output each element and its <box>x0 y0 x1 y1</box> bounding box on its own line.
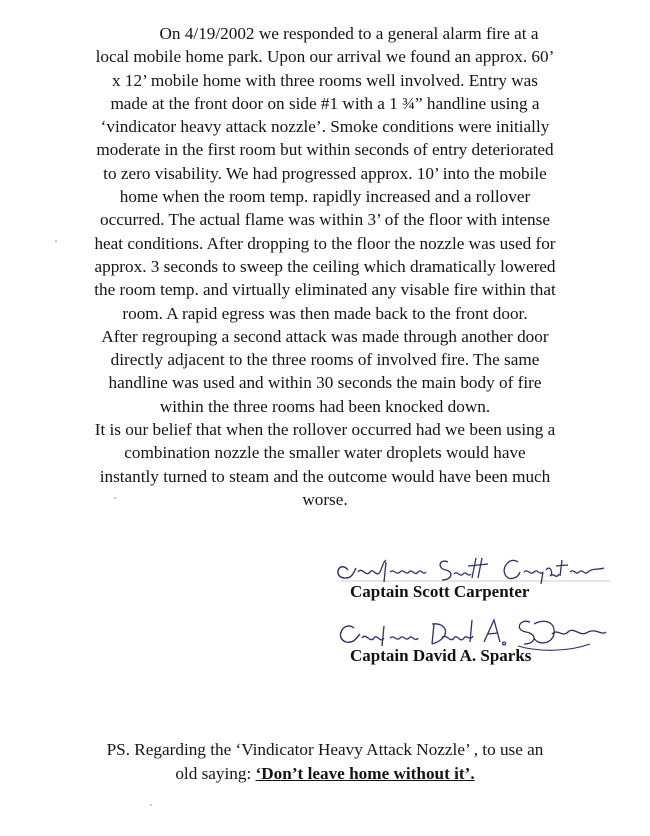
body-line-6: moderate in the first room but within seconds of entry deteriorated <box>96 140 554 160</box>
body-line-4: made at the front door on side #1 with a 1 ¾” handline using a <box>110 93 540 113</box>
postscript-prefix: old saying: <box>175 763 256 783</box>
body-line-15: directly adjacent to the three rooms of involved fire. The same <box>110 350 540 370</box>
body-line-12: the room temp. and virtually eliminated any visable fire within that <box>94 280 556 300</box>
body-line-16: handline was used and within 30 seconds the main body of fire <box>108 373 542 393</box>
body-line-13: room. A rapid egress was then made back to the front door. <box>122 303 528 323</box>
scan-speck <box>150 804 152 806</box>
postscript-motto: ‘Don’t leave home without it’. <box>255 763 475 783</box>
scan-speck <box>55 240 57 242</box>
signer-name-sparks: Captain David A. Sparks <box>350 646 532 665</box>
body-line-17: within the three rooms had been knocked down. <box>159 396 491 416</box>
body-line-18: It is our belief that when the rollover occurred had we been using a <box>94 420 556 440</box>
scan-speck <box>114 497 116 499</box>
body-line-10: heat conditions. After dropping to the floor the nozzle was used for <box>94 233 556 253</box>
body-line-19: combination nozzle the smaller water droplets would have <box>124 443 526 463</box>
postscript-line-1: PS. Regarding the ‘Vindicator Heavy Attack Nozzle’ , to use an <box>106 740 544 759</box>
signer-name-carpenter: Captain Scott Carpenter <box>350 582 530 601</box>
body-line-20: instantly turned to steam and the outcome would have been much <box>99 466 551 486</box>
body-line-2: local mobile home park. Upon our arrival we found an approx. 60’ <box>95 47 555 67</box>
postscript <box>30 738 620 785</box>
body-line-5: ‘vindicator heavy attack nozzle’. Smoke conditions were initially <box>100 117 550 137</box>
body-line-14: After regrouping a second attack was made through another door <box>101 326 549 346</box>
postscript-line-2 <box>30 762 620 786</box>
body-line-21: worse. <box>302 489 348 509</box>
signature-block-carpenter <box>330 548 630 602</box>
body-line-1: On 4/19/2002 we responded to a general alarm fire at a <box>159 24 539 43</box>
body-line-7: to zero visability. We had progressed approx. 10’ into the mobile <box>103 163 547 183</box>
body-line-8: home when the room temp. rapidly increased and a rollover <box>119 187 531 207</box>
body-line-9: occurred. The actual flame was within 3’ of the floor with intense <box>100 210 550 230</box>
body-line-11: approx. 3 seconds to sweep the ceiling which dramatically lowered <box>94 256 556 276</box>
body-line-3: x 12’ mobile home with three rooms well involved. Entry was <box>112 70 538 90</box>
letter-body <box>40 22 610 511</box>
signature-block-sparks <box>330 612 630 666</box>
